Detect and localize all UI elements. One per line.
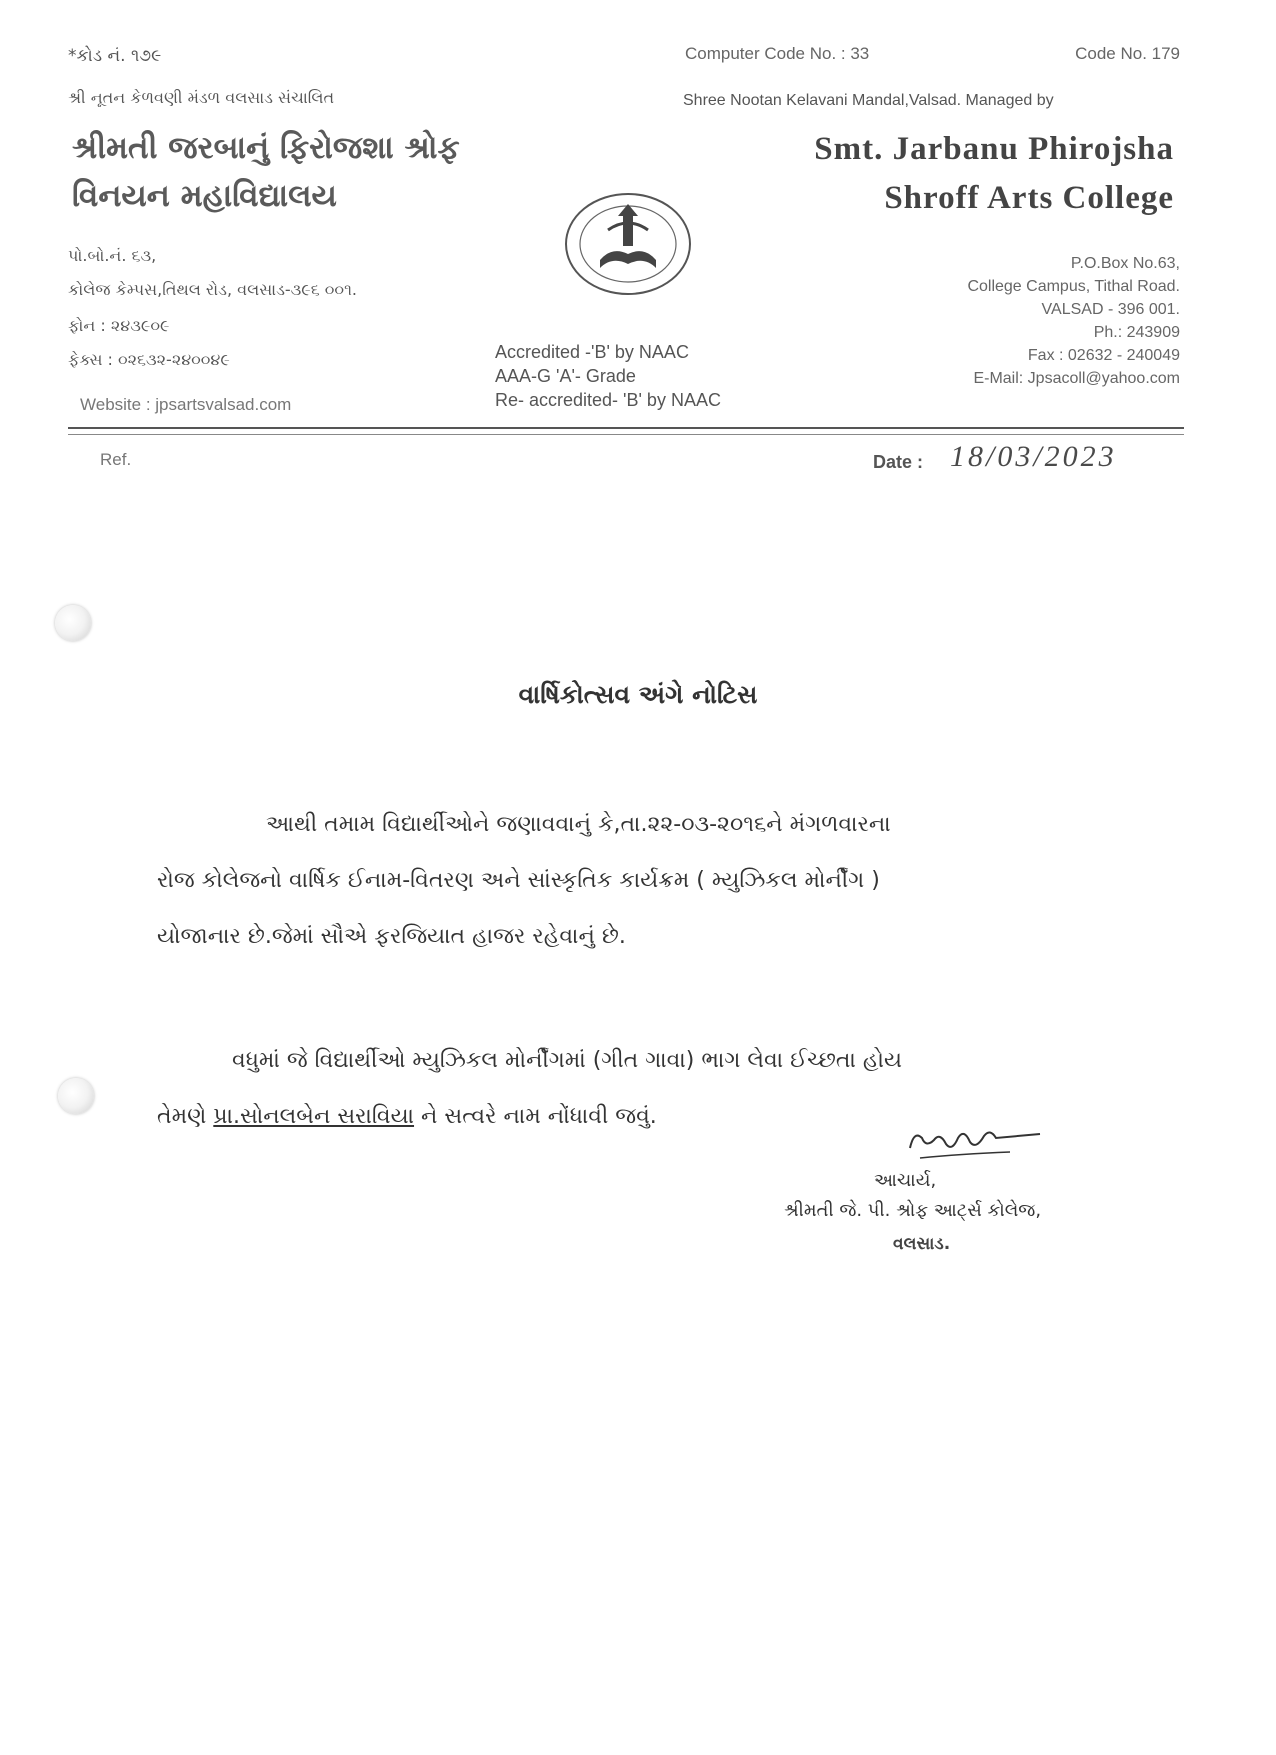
college-name-english-line1: Smt. Jarbanu Phirojsha	[814, 131, 1174, 167]
date-value-handwritten: 18/03/2023	[950, 440, 1117, 473]
signatory-title: આચાર્ય,	[874, 1170, 937, 1191]
address-gujarati: કોલેજ કેમ્પસ,તિથલ રોડ, વલસાડ-૩૯૬ ૦૦૧.	[68, 280, 357, 299]
website: Website : jpsartsvalsad.com	[80, 395, 292, 414]
phone-gujarati: ફોન : ૨૪૩૯૦૯	[68, 316, 170, 335]
accreditation-line2: AAA-G 'A'- Grade	[495, 366, 636, 386]
college-name-gujarati-line2: વિનયન મહાવિદ્યાલય	[72, 178, 337, 214]
mandal-name-gujarati: શ્રી નૂતન કેળવણી મંડળ વલસાડ સંચાલિત	[68, 88, 335, 107]
fax-english: Fax : 02632 - 240049	[1027, 347, 1180, 364]
paragraph2-suffix: ને સત્વરે નામ નોંધાવી જવું.	[414, 1104, 657, 1129]
address-english	[967, 252, 1180, 390]
notice-paragraph1-line3: યોજાનાર છે.જેમાં સૌએ ફરજિયાત હાજર રહેવાનું છે.	[157, 924, 626, 949]
professor-name: પ્રા.સોનલબેન સરાવિયા	[213, 1104, 415, 1129]
pobox-english: P.O.Box No.63,	[1070, 255, 1180, 272]
ref-label: Ref.	[100, 450, 132, 469]
email-english: E-Mail: Jpsacoll@yahoo.com	[973, 370, 1180, 387]
code-number: Code No. 179	[1075, 44, 1180, 63]
accreditation-line3: Re- accredited- 'B' by NAAC	[495, 390, 721, 410]
college-name-gujarati-line1: શ્રીમતી જરબાનું ફિરોજશા શ્રોફ	[72, 130, 460, 166]
mandal-name-english: Shree Nootan Kelavani Mandal,Valsad. Managed by	[683, 92, 1054, 109]
accreditation-line1: Accredited -'B' by NAAC	[495, 342, 689, 362]
college-name-english-line2: Shroff Arts College	[884, 180, 1174, 216]
computer-code: Computer Code No. : 33	[685, 44, 870, 63]
college-seal-icon	[560, 190, 696, 298]
city-english: VALSAD - 396 001.	[1041, 301, 1180, 318]
notice-paragraph2-line1: વધુમાં જે વિદ્યાર્થીઓ મ્યુઝિકલ મોર્નીંગમાં (ગીત ગાવા) ભાગ લેવા ઈચ્છતા હોય	[232, 1048, 903, 1073]
notice-title: વાર્ષિકોત્સવ અંગે નોટિસ	[518, 680, 758, 709]
notice-paragraph2-line2	[157, 1104, 657, 1129]
code-number-gujarati: *કોડ નં. ૧૭૯	[68, 46, 162, 66]
accreditation-block	[495, 340, 721, 412]
principal-signature-icon	[900, 1118, 1050, 1168]
binder-hole	[55, 605, 91, 641]
pobox-gujarati: પો.બો.નં. ૬૩,	[68, 246, 157, 265]
notice-paragraph1-line2: રોજ કોલેજનો વાર્ષિક ઈનામ-વિતરણ અને સાંસ્કૃતિક કાર્યક્રમ ( મ્યુઝિકલ મોર્નીંગ )	[157, 868, 880, 893]
binder-hole	[58, 1078, 94, 1114]
header-divider	[68, 427, 1184, 429]
signatory-place: વલસાડ.	[893, 1234, 951, 1254]
paragraph2-prefix: તેમણે	[157, 1104, 214, 1129]
campus-english: College Campus, Tithal Road.	[967, 278, 1180, 295]
signatory-college: શ્રીમતી જે. પી. શ્રોફ આર્ટ્સ કોલેજ,	[784, 1200, 1042, 1221]
notice-paragraph1-line1: આથી તમામ વિદ્યાર્થીઓને જણાવવાનું કે,તા.૨૨-૦૩-૨૦૧૬ને મંગળવારના	[266, 812, 891, 837]
header-divider-thin	[68, 434, 1184, 435]
fax-gujarati: ફેક્સ : ૦૨૬૩૨-૨૪૦૦૪૯	[68, 350, 230, 369]
phone-english: Ph.: 243909	[1093, 324, 1180, 341]
date-label: Date :	[873, 452, 924, 472]
